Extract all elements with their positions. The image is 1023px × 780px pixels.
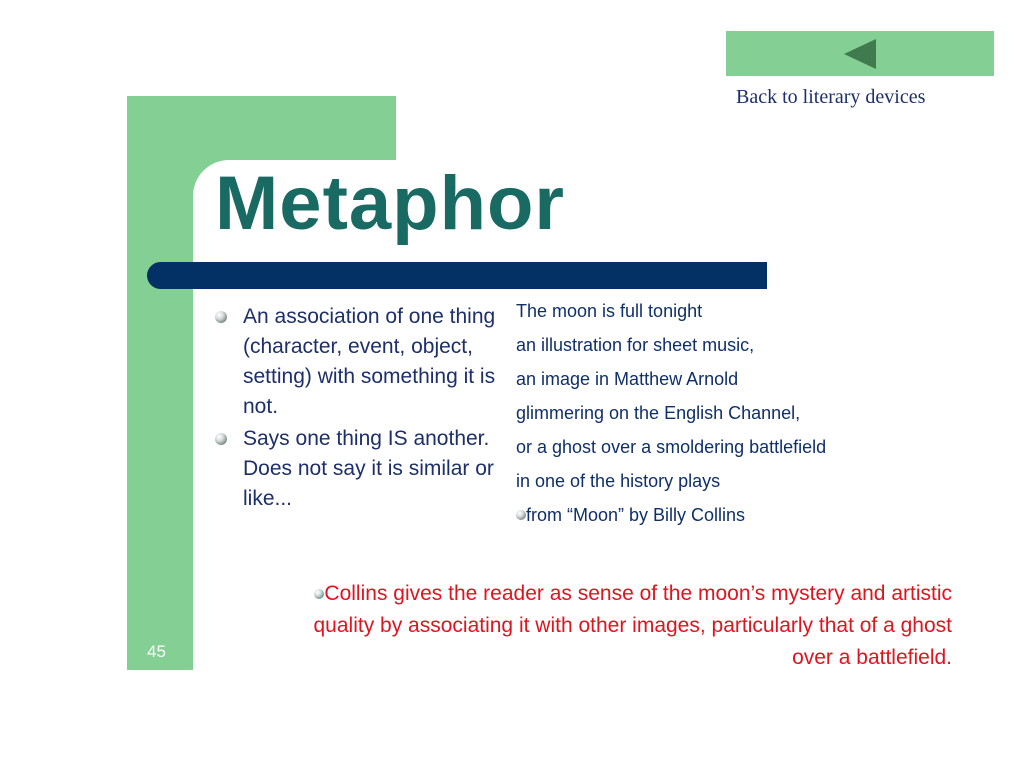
definition-bullet [212, 424, 498, 514]
poem-source-text: from “Moon” by Billy Collins [526, 505, 746, 525]
definition-bullet [212, 302, 498, 422]
bullet-icon [215, 311, 227, 323]
poem-excerpt [516, 294, 826, 532]
back-nav-button[interactable] [726, 31, 994, 76]
title-divider [147, 262, 767, 289]
back-to-literary-devices-link[interactable]: Back to literary devices [736, 86, 926, 108]
poem-line: glimmering on the English Channel, [516, 403, 801, 423]
triangle-left-icon[interactable] [842, 37, 878, 71]
analysis-text: Collins gives the reader as sense of the moon’s mystery and artistic quality by associating it with other images, particularly that of a ghost over a battlefield. [313, 582, 952, 669]
page-number: 45 [147, 642, 166, 661]
poem-line: in one of the history plays [516, 471, 721, 491]
bullet-icon [314, 589, 324, 599]
poem-source [516, 498, 826, 532]
poem-line: The moon is full tonight [516, 301, 703, 321]
poem-line: an image in Matthew Arnold [516, 369, 739, 389]
analysis-note [300, 578, 952, 674]
slide-title: Metaphor [215, 161, 565, 246]
definition-list [212, 302, 498, 516]
poem-line: or a ghost over a smoldering battlefield [516, 437, 827, 457]
bullet-text: Says one thing IS another. Does not say it is similar or like... [243, 427, 494, 510]
bullet-text: An association of one thing (character, event, object, setting) with something it is not. [243, 305, 496, 418]
bullet-icon [215, 433, 227, 445]
poem-line: an illustration for sheet music, [516, 335, 755, 355]
bullet-icon [516, 510, 526, 520]
